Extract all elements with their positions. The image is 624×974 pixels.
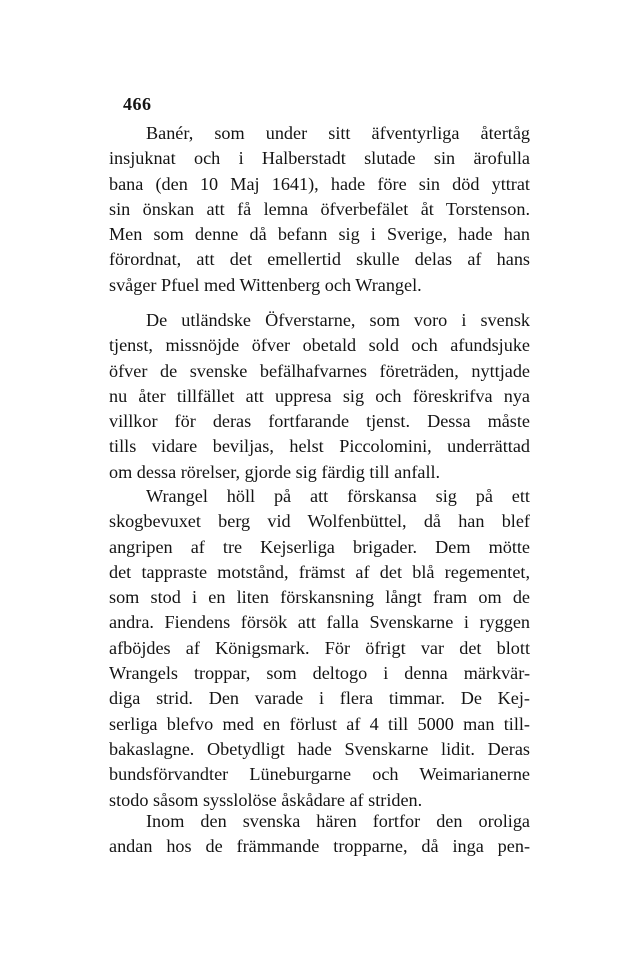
text-line: Men som denne då befann sig i Sverige, hade han (109, 224, 530, 245)
text-line: bana (den 10 Maj 1641), hade före sin död yttrat (109, 173, 530, 194)
text-line: öfver de svenske befälhafvarnes företräden, nyttjade (109, 360, 530, 381)
text-line: andan hos de främmande tropparne, då inga pen- (109, 836, 530, 857)
paragraph (109, 809, 530, 860)
text-line: diga strid. Den varade i flera timmar. De Kej- (109, 688, 530, 709)
paragraph (109, 121, 530, 298)
text-line: insjuknat och i Halberstadt slutade sin ärofulla (109, 148, 530, 169)
text-line: svåger Pfuel med Wittenberg och Wrangel. (109, 274, 422, 295)
text-line: angripen af tre Kejserliga brigader. Dem mötte (109, 536, 530, 557)
text-line: nu åter tillfället att uppresa sig och föreskrifva nya (109, 385, 530, 406)
text-line: bakaslagne. Obetydligt hade Svenskarne lidit. Deras (109, 738, 530, 759)
paragraph (109, 308, 530, 485)
text-line: villkor för deras fortfarande tjenst. Dessa måste (109, 411, 530, 432)
text-line: Banér, som under sitt äfventyrliga återtåg (146, 123, 530, 143)
text-line: bundsförvandter Lüneburgarne och Weimarianerne (109, 764, 530, 785)
text-line: Inom den svenska hären fortfor den oroliga (146, 811, 530, 831)
text-line: sin önskan att få lemna öfverbefälet åt Torstenson. (109, 198, 530, 219)
text-line: förordnat, att det emellertid skulle delas af hans (109, 249, 530, 270)
text-line: stodo såsom sysslolöse åskådare af striden. (109, 789, 423, 810)
text-line: De utländske Öfverstarne, som voro i svensk (146, 310, 530, 330)
paragraph (109, 484, 530, 813)
text-line: skogbevuxet berg vid Wolfenbüttel, då han blef (109, 511, 530, 532)
page-number: 466 (123, 94, 152, 114)
text-line: Wrangel höll på att förskansa sig på ett (146, 486, 530, 506)
text-line: serliga blefvo med en förlust af 4 till 5000 man till- (109, 713, 530, 734)
text-line: om dessa rörelser, gjorde sig färdig till anfall. (109, 461, 441, 482)
text-line: det tappraste motstånd, främst af det blå regementet, (109, 561, 530, 582)
text-line: afböjdes af Königsmark. För öfrigt var det blott (109, 637, 530, 658)
text-line: som stod i en liten förskansning långt fram om de (109, 587, 530, 608)
text-line: andra. Fiendens försök att falla Svenskarne i ryggen (109, 612, 530, 633)
text-line: tjenst, missnöjde öfver obetald sold och afundsjuke (109, 335, 530, 356)
text-line: tills vidare beviljas, helst Piccolomini, underrättad (109, 436, 530, 457)
text-line: Wrangels troppar, som deltogo i denna märkvär- (109, 663, 530, 684)
